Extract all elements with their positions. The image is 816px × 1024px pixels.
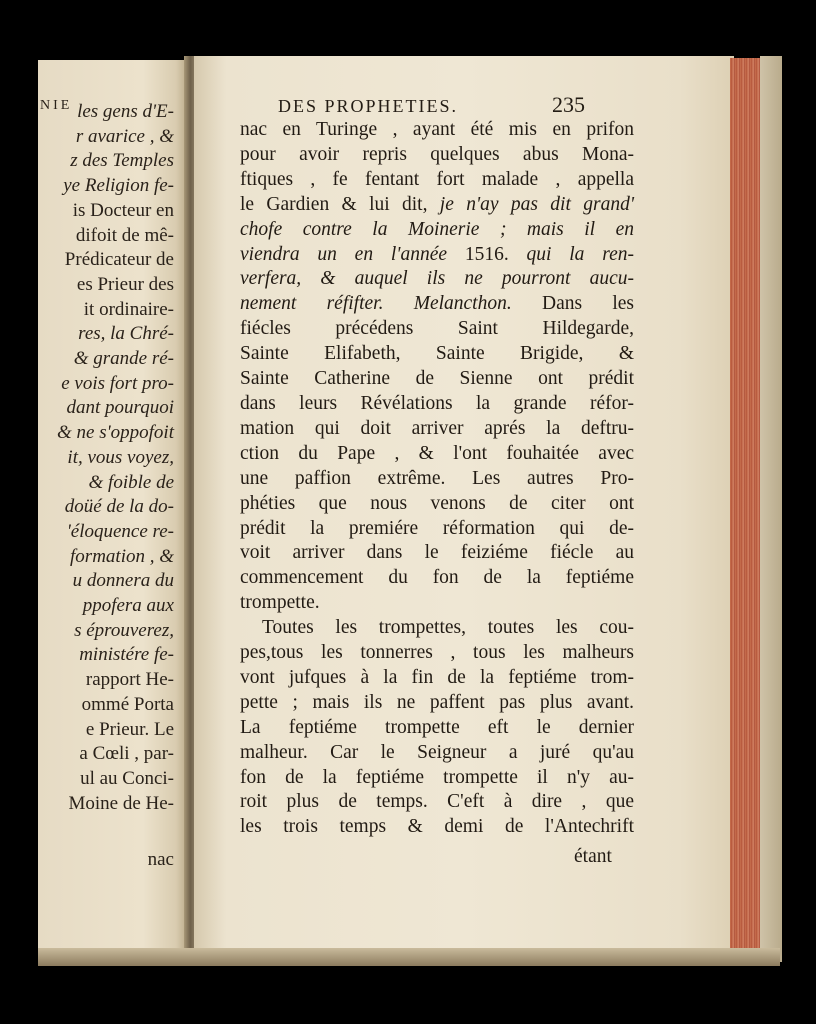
text-segment: vont jufques à la fin de la feptiéme trom- bbox=[240, 666, 634, 688]
text-segment: commencement du fon de la feptiéme bbox=[240, 567, 634, 589]
text-line bbox=[240, 317, 634, 342]
text-segment: une paffion extrême. Les autres Pro- bbox=[240, 467, 634, 489]
text-segment: pette ; mais ils ne paffent pas plus avant. bbox=[240, 691, 634, 713]
text-segment: voit arriver dans le feiziéme fiécle au bbox=[240, 542, 634, 564]
text-segment: ftiques , fe fentant fort malade , appella bbox=[240, 168, 634, 190]
left-text-line: Prédicateur de bbox=[64, 249, 174, 271]
text-line bbox=[240, 292, 634, 317]
left-text-line: it, vous voyez, bbox=[67, 446, 174, 468]
text-line bbox=[240, 492, 634, 517]
left-text-line: ppofera aux bbox=[82, 595, 174, 617]
text-segment: viendra un en l'année bbox=[240, 243, 465, 265]
text-segment: Sainte Catherine de Sienne ont prédit bbox=[240, 368, 634, 390]
text-line bbox=[240, 666, 634, 691]
left-text-line: ye Religion fe- bbox=[63, 175, 174, 197]
text-line bbox=[240, 442, 634, 467]
text-segment: nement réfifter. Melancthon. bbox=[240, 293, 512, 315]
text-segment: dans leurs Révélations la grande réfor- bbox=[240, 392, 634, 414]
text-line bbox=[240, 716, 634, 741]
text-segment: pes,tous les tonnerres , tous les malheurs bbox=[240, 642, 634, 664]
text-line bbox=[240, 616, 634, 641]
text-line bbox=[240, 517, 634, 542]
left-text-line: ul au Conci- bbox=[80, 767, 174, 789]
book-bottom-edge bbox=[38, 948, 780, 966]
left-catchword: nac bbox=[147, 849, 174, 870]
left-text-line: 'éloquence re- bbox=[66, 520, 174, 542]
left-text-line: & grande ré- bbox=[73, 348, 174, 370]
text-line bbox=[240, 815, 634, 840]
text-line bbox=[240, 541, 634, 566]
text-segment: Toutes les trompettes, toutes les cou- bbox=[262, 617, 634, 639]
page-number: 235 bbox=[552, 92, 585, 117]
left-text-line: it ordinaire- bbox=[83, 298, 174, 320]
text-line bbox=[240, 790, 634, 815]
text-segment: je n'ay pas dit grand' bbox=[439, 193, 634, 215]
text-segment: roit plus de temps. C'eft à dire , que bbox=[240, 791, 634, 813]
left-text-line: is Docteur en bbox=[72, 199, 174, 221]
left-running-header: NIE bbox=[40, 98, 73, 113]
text-line bbox=[240, 641, 634, 666]
text-segment: La feptiéme trompette eft le dernier bbox=[240, 716, 634, 738]
left-text-line: ministére fe- bbox=[79, 644, 174, 666]
text-segment: 1516. bbox=[464, 243, 509, 265]
text-segment: chofe contre la Moinerie ; mais il en bbox=[240, 218, 634, 240]
left-text-line: e vois fort pro- bbox=[61, 372, 174, 394]
left-text-line: dant pourquoi bbox=[66, 397, 174, 419]
text-line bbox=[240, 193, 634, 218]
left-text-line: ommé Porta bbox=[81, 693, 174, 715]
text-segment: nac en Turinge , ayant été mis en prifon bbox=[240, 119, 634, 140]
text-segment: verfera, & auquel ils ne pourront aucu- bbox=[240, 268, 634, 290]
left-text-line: les gens d'E- bbox=[77, 101, 174, 122]
text-line bbox=[240, 417, 634, 442]
left-text-line: s éprouverez, bbox=[74, 619, 174, 641]
text-segment: ction du Pape , & l'ont fouhaitée avec bbox=[240, 442, 634, 464]
text-segment: le Gardien & lui dit, bbox=[240, 193, 440, 215]
text-line bbox=[240, 118, 634, 143]
text-segment: fiécles précédens Saint Hildegarde, bbox=[240, 318, 634, 340]
text-line bbox=[240, 591, 634, 616]
left-text-line: & foible de bbox=[88, 471, 174, 493]
text-line bbox=[240, 168, 634, 193]
text-line bbox=[240, 741, 634, 766]
left-text-line: res, la Chré- bbox=[78, 323, 174, 345]
text-line bbox=[240, 691, 634, 716]
text-line bbox=[240, 566, 634, 591]
catchword: étant bbox=[574, 846, 612, 867]
text-segment: malheur. Car le Seigneur a juré qu'au bbox=[240, 741, 634, 763]
text-segment: pour avoir repris quelques abus Mona- bbox=[240, 143, 634, 165]
page-body-text bbox=[240, 118, 634, 840]
left-page bbox=[38, 60, 188, 950]
left-text-line: u donnera du bbox=[72, 570, 174, 592]
text-line bbox=[240, 342, 634, 367]
text-segment: prédit la premiére réformation qui de- bbox=[240, 517, 634, 539]
text-line bbox=[240, 367, 634, 392]
text-segment: Sainte Elifabeth, Sainte Brigide, & bbox=[240, 343, 634, 365]
running-header: DES PROPHETIES. bbox=[278, 96, 459, 116]
text-segment: qui la ren- bbox=[508, 243, 634, 265]
text-line bbox=[240, 766, 634, 791]
text-segment: Dans les bbox=[511, 293, 634, 315]
open-book bbox=[38, 56, 780, 966]
text-line bbox=[240, 467, 634, 492]
left-text-line: es Prieur des bbox=[76, 273, 174, 295]
left-page-text bbox=[38, 100, 174, 816]
left-text-line: r avarice , & bbox=[75, 125, 174, 147]
left-text-line: e Prieur. Le bbox=[85, 718, 174, 740]
text-segment: mation qui doit arriver aprés la deftru- bbox=[240, 417, 634, 439]
right-page bbox=[194, 56, 734, 954]
left-text-line: a Cœli , par- bbox=[79, 743, 174, 765]
text-segment: fon de la feptiéme trompette il n'y au- bbox=[240, 766, 634, 788]
text-segment: les trois temps & demi de l'Antechrift bbox=[240, 816, 634, 838]
text-segment: phéties que nous venons de citer ont bbox=[240, 492, 634, 514]
left-text-line: formation , & bbox=[70, 545, 174, 567]
left-text-line: difoit de mê- bbox=[75, 224, 174, 246]
left-text-line: & ne s'oppofoit bbox=[56, 422, 174, 444]
left-text-line: doüé de la do- bbox=[64, 496, 174, 518]
left-text-line: Moine de He- bbox=[68, 792, 174, 814]
book-cover-edge bbox=[760, 56, 782, 962]
text-line bbox=[240, 143, 634, 168]
text-line bbox=[240, 267, 634, 292]
text-line bbox=[240, 243, 634, 268]
text-segment: trompette. bbox=[240, 592, 320, 614]
text-line bbox=[240, 218, 634, 243]
left-text-line: rapport He- bbox=[85, 669, 174, 691]
text-line bbox=[240, 392, 634, 417]
left-text-line: z des Temples bbox=[70, 150, 174, 172]
